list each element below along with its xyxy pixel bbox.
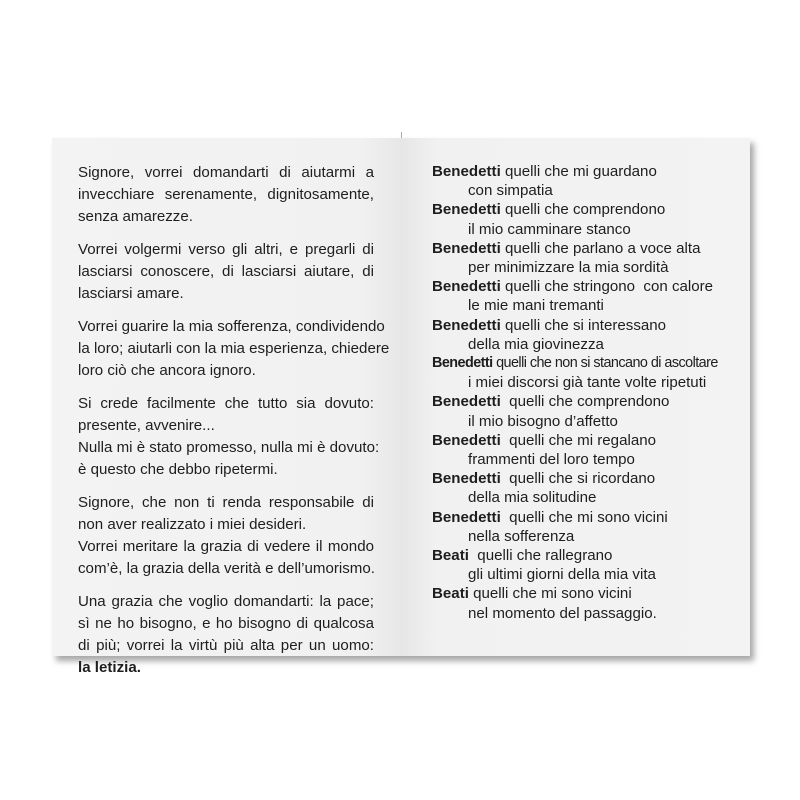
entry-text: quelli che comprendono	[500, 393, 670, 411]
entry-text: quelli che stringono con calore	[500, 278, 714, 296]
entry-keyword: Beati	[432, 547, 469, 565]
entry-keyword: Benedetti	[432, 393, 501, 411]
paragraph	[78, 393, 380, 481]
text-line: sì ne ho bisogno, e ho bisogno di qualcosa	[78, 615, 374, 632]
entry-continuation: della mia solitudine	[468, 489, 597, 507]
entry-text: quelli che comprendono	[500, 201, 666, 219]
entry-first-line	[432, 392, 732, 411]
paragraph	[78, 492, 374, 580]
entry-continuation: gli ultimi giorni della mia vita	[468, 566, 656, 584]
text-line: Vorrei guarire la mia sofferenza, condividendo	[78, 318, 385, 335]
entry-continuation: con simpatia	[468, 182, 553, 200]
entry-first-line	[432, 239, 732, 258]
paragraph	[78, 591, 374, 679]
text-line: invecchiare serenamente, dignitosamente,	[78, 186, 374, 203]
text-line: lasciarsi amare.	[78, 285, 184, 302]
entry-first-line	[432, 546, 732, 565]
entry-keyword: Benedetti	[432, 431, 501, 449]
entry-first-line	[432, 431, 732, 450]
text-line: loro ciò che ancora ignoro.	[78, 362, 256, 379]
entry-continuation: il mio camminare stanco	[468, 220, 631, 238]
entry-continuation: per minimizzare la mia sordità	[468, 259, 669, 277]
entry-keyword: Benedetti	[432, 163, 501, 180]
beatitude-entry	[432, 392, 732, 430]
entry-keyword: Beati	[432, 585, 469, 603]
beatitude-entry	[432, 431, 732, 469]
text-line: com’è, la grazia della verità e dell’umorismo.	[78, 560, 375, 577]
beatitude-entry	[432, 508, 732, 546]
text-line: la loro; aiutarli con la mia esperienza, chiedere	[78, 340, 390, 357]
entry-text: quelli che mi sono vicini	[468, 585, 632, 603]
entry-continuation: i miei discorsi già tante volte ripetuti	[468, 374, 707, 392]
beatitude-entry	[432, 162, 732, 200]
text-line: Signore, che non ti renda responsabile di	[78, 494, 374, 511]
right-page	[401, 138, 750, 656]
beatitude-entry	[432, 200, 732, 238]
entry-text: quelli che mi guardano	[500, 163, 657, 180]
text-line: Vorrei volgermi verso gli altri, e pregarli di	[78, 241, 374, 258]
entry-first-line	[432, 200, 732, 219]
entry-text: quelli che si ricordano	[500, 470, 656, 488]
paragraph	[78, 239, 374, 305]
text-line: Vorrei meritare la grazia di vedere il mondo	[78, 538, 374, 555]
beatitude-entry	[432, 354, 732, 392]
prayer-booklet	[52, 138, 750, 676]
entry-keyword: Benedetti	[432, 355, 493, 372]
left-page-text	[78, 162, 390, 679]
entry-text: quelli che si interessano	[500, 316, 667, 334]
entry-first-line	[432, 508, 732, 527]
text-line: di più; vorrei la virtù più alta per un uomo:	[78, 637, 374, 654]
entry-first-line	[432, 469, 732, 488]
entry-continuation: frammenti del loro tempo	[468, 451, 635, 469]
left-page	[52, 138, 401, 676]
beatitude-entry	[432, 277, 732, 315]
text-line: è questo che debbo ripetermi.	[78, 461, 278, 478]
text-line: Signore, vorrei domandarti di aiutarmi a	[78, 164, 374, 181]
beatitude-entry	[432, 316, 732, 354]
entry-first-line	[432, 277, 732, 296]
entry-continuation: nella sofferenza	[468, 527, 575, 545]
beatitudes-list	[432, 162, 732, 623]
text-line: Una grazia che voglio domandarti: la pace;	[78, 593, 374, 610]
entry-keyword: Benedetti	[432, 316, 501, 334]
entry-keyword: Benedetti	[432, 201, 501, 219]
entry-keyword: Benedetti	[432, 239, 501, 257]
text-line: lasciarsi conoscere, di lasciarsi aiutare, di	[78, 263, 374, 280]
text-line: Si crede facilmente che tutto sia dovuto:	[78, 395, 374, 412]
text-line: non aver realizzato i miei desideri.	[78, 516, 307, 533]
beatitude-entry	[432, 469, 732, 507]
entry-first-line	[432, 354, 732, 373]
entry-text: quelli che rallegrano	[468, 547, 613, 565]
entry-keyword: Benedetti	[432, 508, 501, 526]
text-line: senza amarezze.	[78, 208, 193, 225]
entry-continuation: il mio bisogno d’affetto	[468, 412, 618, 430]
entry-text: quelli che mi sono vicini	[500, 508, 668, 526]
paragraph	[78, 162, 374, 228]
closing-line: la letizia.	[78, 659, 141, 676]
paragraph	[78, 316, 390, 382]
text-line: presente, avvenire...	[78, 417, 215, 434]
entry-text: quelli che parlano a voce alta	[500, 239, 701, 257]
entry-keyword: Benedetti	[432, 470, 501, 488]
entry-text: quelli che mi regalano	[500, 431, 657, 449]
entry-keyword: Benedetti	[432, 278, 501, 296]
entry-text: quelli che non si stancano di ascoltare	[492, 355, 718, 372]
text-line: Nulla mi è stato promesso, nulla mi è dovuto:	[78, 439, 380, 456]
entry-first-line	[432, 584, 732, 603]
beatitude-entry	[432, 584, 732, 622]
entry-continuation: le mie mani tremanti	[468, 297, 604, 315]
entry-first-line	[432, 316, 732, 335]
entry-continuation: nel momento del passaggio.	[468, 604, 657, 622]
entry-first-line	[432, 162, 732, 181]
beatitude-entry	[432, 239, 732, 277]
beatitude-entry	[432, 546, 732, 584]
entry-continuation: della mia giovinezza	[468, 335, 604, 353]
